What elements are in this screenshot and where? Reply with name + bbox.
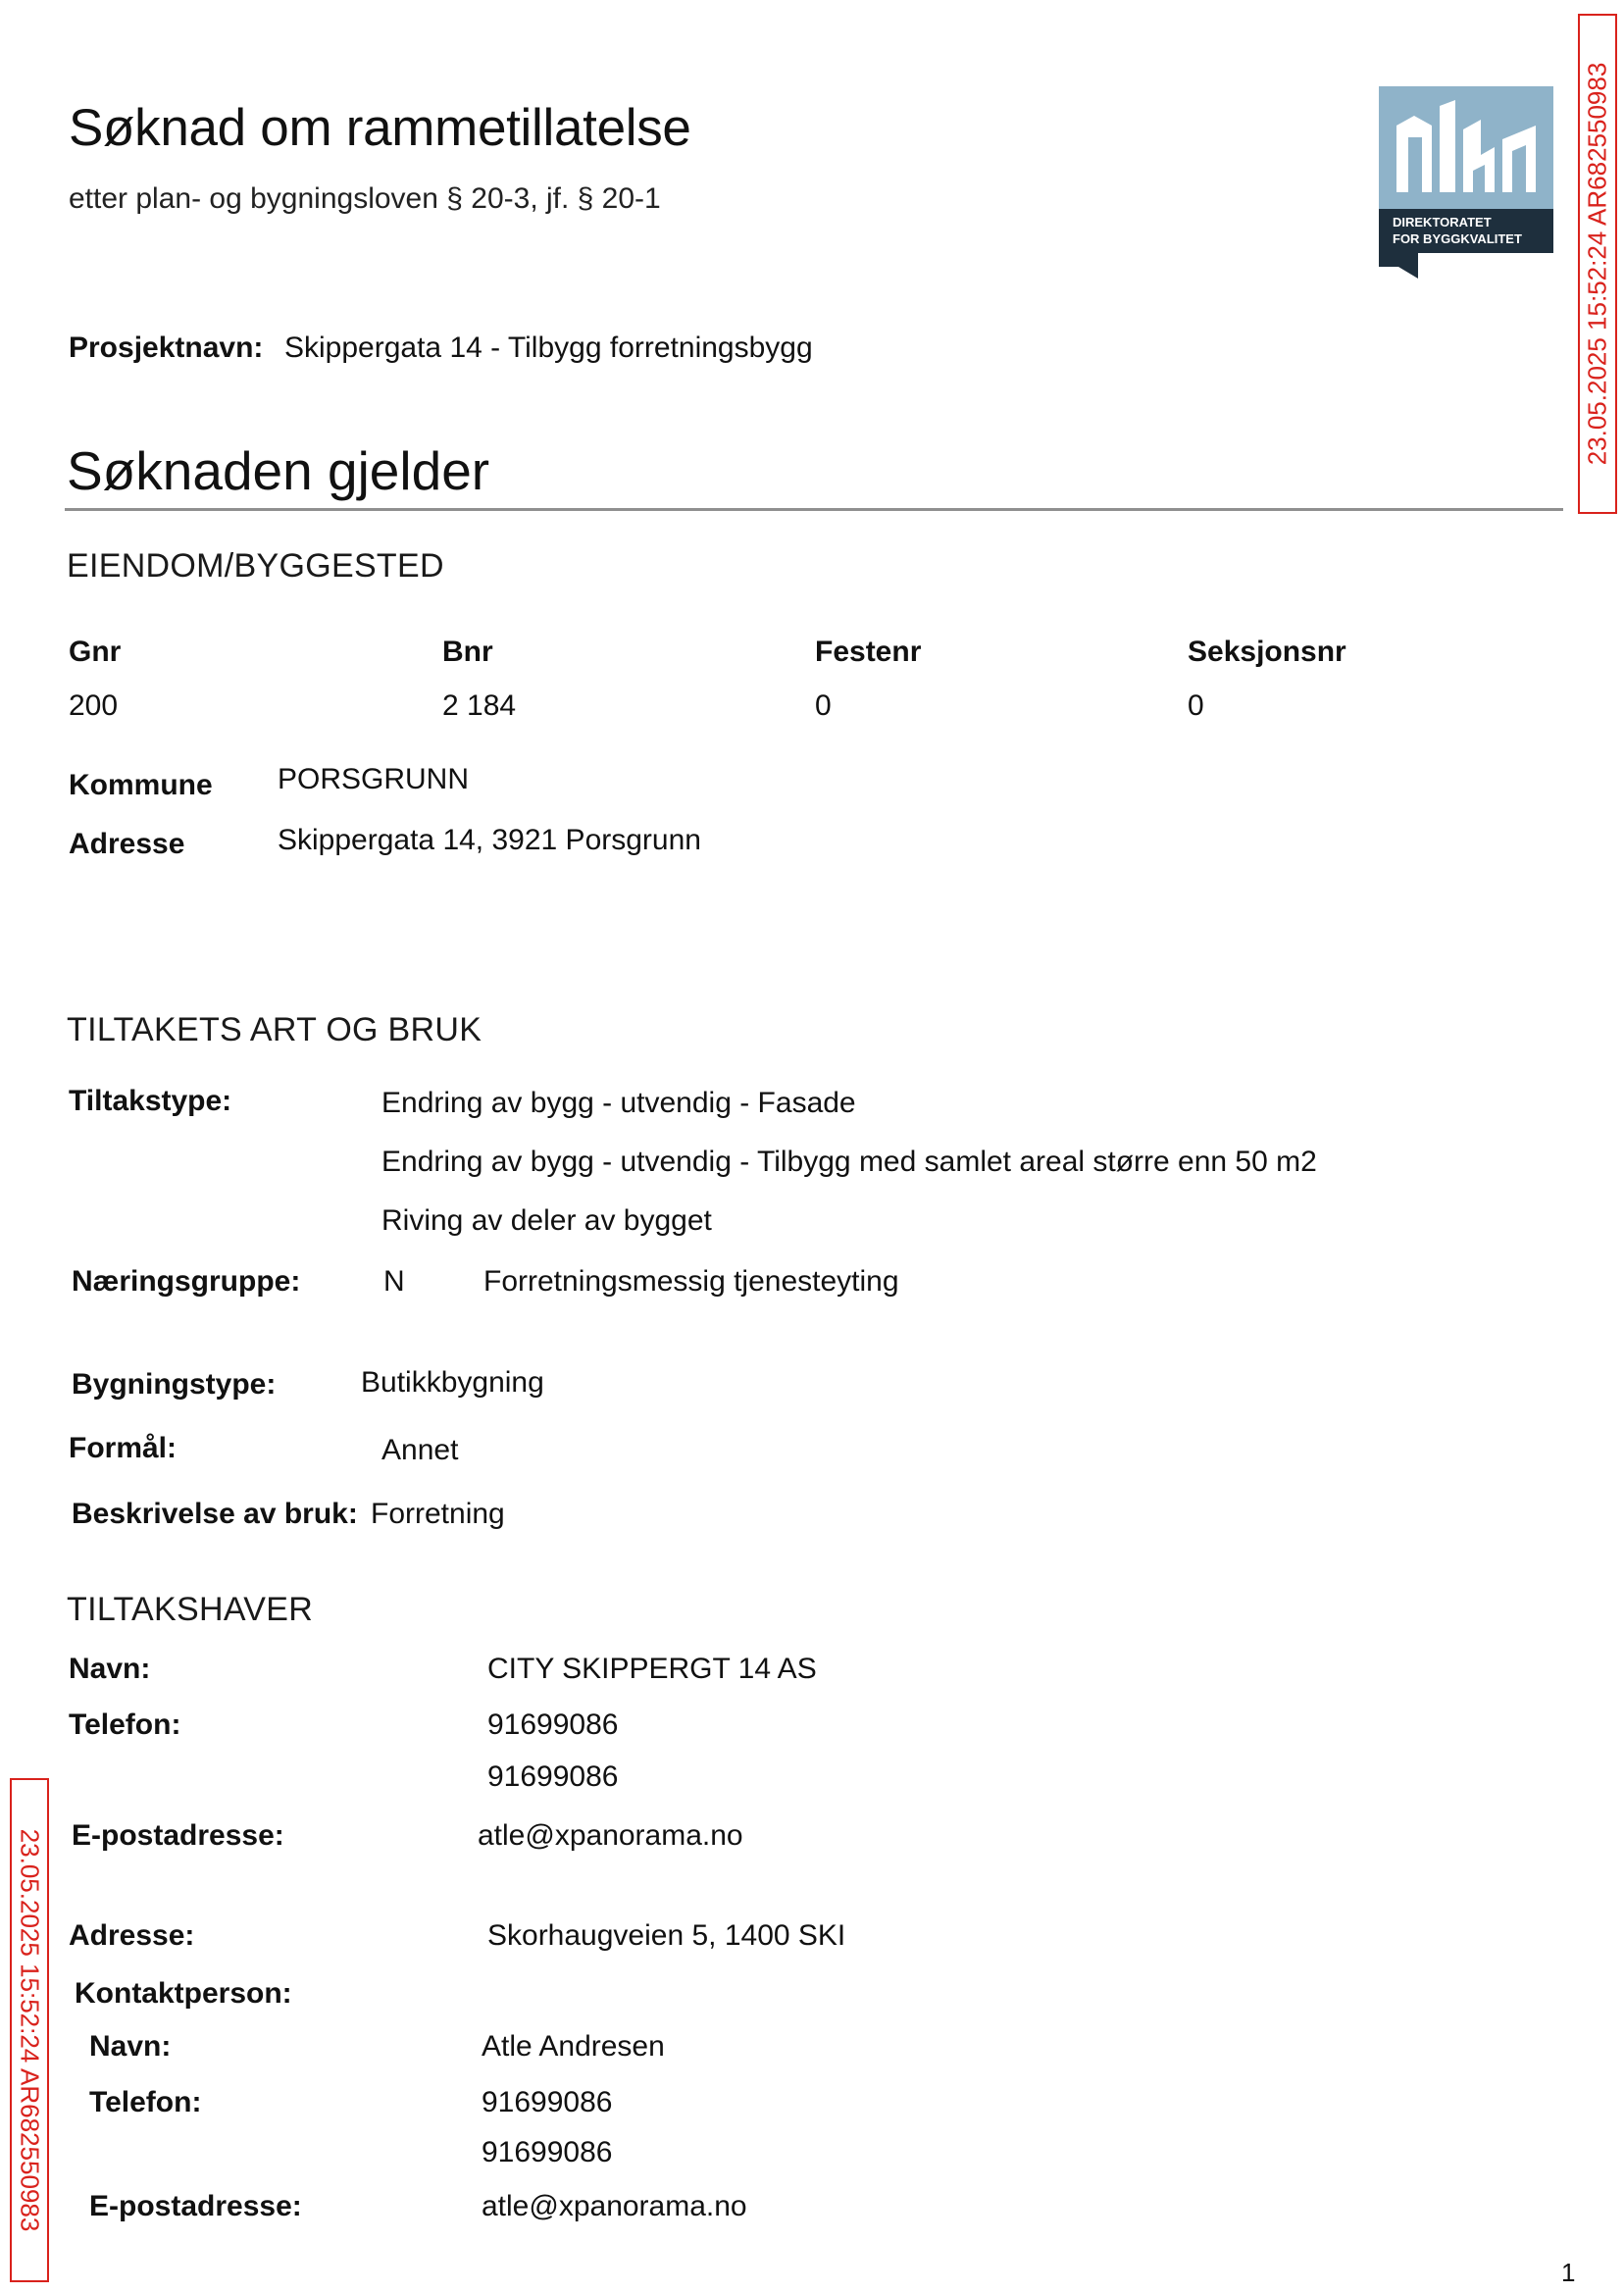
tiltakstype-item: Endring av bygg - utvendig - Fasade — [381, 1087, 856, 1119]
document-subtitle: etter plan- og bygningsloven § 20-3, jf. § 20-1 — [69, 182, 661, 215]
logo-line2: FOR BYGGKVALITET — [1393, 231, 1522, 246]
contact-name-label: Navn: — [89, 2030, 172, 2063]
adresse-value: Skippergata 14, 3921 Porsgrunn — [278, 824, 701, 856]
festenr-label: Festenr — [815, 636, 922, 668]
tiltakstype-label: Tiltakstype: — [69, 1085, 232, 1117]
applicant-email-label: E-postadresse: — [72, 1819, 284, 1852]
adresse-label: Adresse — [69, 828, 185, 860]
contact-name-value: Atle Andresen — [482, 2030, 665, 2063]
logo-graphic — [1379, 86, 1553, 279]
logo-line1: DIREKTORATET — [1393, 215, 1492, 229]
contact-phone-value-2: 91699086 — [482, 2136, 613, 2168]
gnr-label: Gnr — [69, 636, 122, 668]
applicant-name-label: Navn: — [69, 1653, 151, 1685]
gnr-value: 200 — [69, 689, 119, 722]
seksjonsnr-label: Seksjonsnr — [1188, 636, 1346, 668]
project-name-value: Skippergata 14 - Tilbygg forretningsbygg — [284, 331, 813, 364]
section-divider — [65, 508, 1563, 511]
applicant-email-value: atle@xpanorama.no — [478, 1819, 743, 1852]
festenr-value: 0 — [815, 689, 832, 722]
applicant-name-value: CITY SKIPPERGT 14 AS — [487, 1653, 817, 1685]
seksjonsnr-value: 0 — [1188, 689, 1204, 722]
kommune-value: PORSGRUNN — [278, 763, 470, 795]
tiltakstype-item: Riving av deler av bygget — [381, 1204, 712, 1237]
formal-value: Annet — [381, 1434, 459, 1466]
naeringsgruppe-label: Næringsgruppe: — [72, 1265, 301, 1298]
contact-phone-value: 91699086 — [482, 2086, 613, 2118]
property-heading: EIENDOM/BYGGESTED — [67, 547, 444, 585]
stamp-text: 23.05.2025 15:52:24 AR682550983 — [15, 1828, 45, 2232]
project-name-label: Prosjektnavn: — [69, 331, 264, 364]
contact-email-label: E-postadresse: — [89, 2190, 302, 2222]
applicant-phone-value-2: 91699086 — [487, 1760, 619, 1793]
section-title: Søknaden gjelder — [67, 440, 490, 501]
contact-phone-label: Telefon: — [89, 2086, 202, 2118]
naeringsgruppe-code: N — [383, 1265, 405, 1298]
received-stamp-top — [1578, 14, 1617, 514]
contact-email-value: atle@xpanorama.no — [482, 2190, 747, 2222]
formal-label: Formål: — [69, 1432, 178, 1464]
applicant-address-value: Skorhaugveien 5, 1400 SKI — [487, 1919, 846, 1952]
bnr-value: 2 184 — [442, 689, 517, 722]
page-number: 1 — [1561, 2258, 1576, 2287]
kommune-label: Kommune — [69, 769, 213, 801]
received-stamp-left — [10, 1778, 49, 2282]
applicant-heading: TILTAKSHAVER — [67, 1591, 314, 1628]
bruk-label: Beskrivelse av bruk: — [72, 1498, 358, 1530]
document-title: Søknad om rammetillatelse — [69, 99, 691, 157]
applicant-phone-value: 91699086 — [487, 1708, 619, 1741]
applicant-address-label: Adresse: — [69, 1919, 195, 1952]
bruk-value: Forretning — [371, 1498, 505, 1530]
bygningstype-value: Butikkbygning — [361, 1366, 544, 1399]
contact-person-label: Kontaktperson: — [75, 1977, 292, 2010]
dibk-logo-icon — [1379, 86, 1553, 279]
applicant-phone-label: Telefon: — [69, 1708, 181, 1741]
measure-heading: TILTAKETS ART OG BRUK — [67, 1011, 482, 1048]
tiltakstype-item: Endring av bygg - utvendig - Tilbygg med samlet areal større enn 50 m2 — [381, 1146, 1317, 1178]
stamp-text: 23.05.2025 15:52:24 AR682550983 — [1582, 62, 1612, 466]
bnr-label: Bnr — [442, 636, 493, 668]
naeringsgruppe-text: Forretningsmessig tjenesteyting — [483, 1265, 899, 1298]
bygningstype-label: Bygningstype: — [72, 1368, 277, 1401]
